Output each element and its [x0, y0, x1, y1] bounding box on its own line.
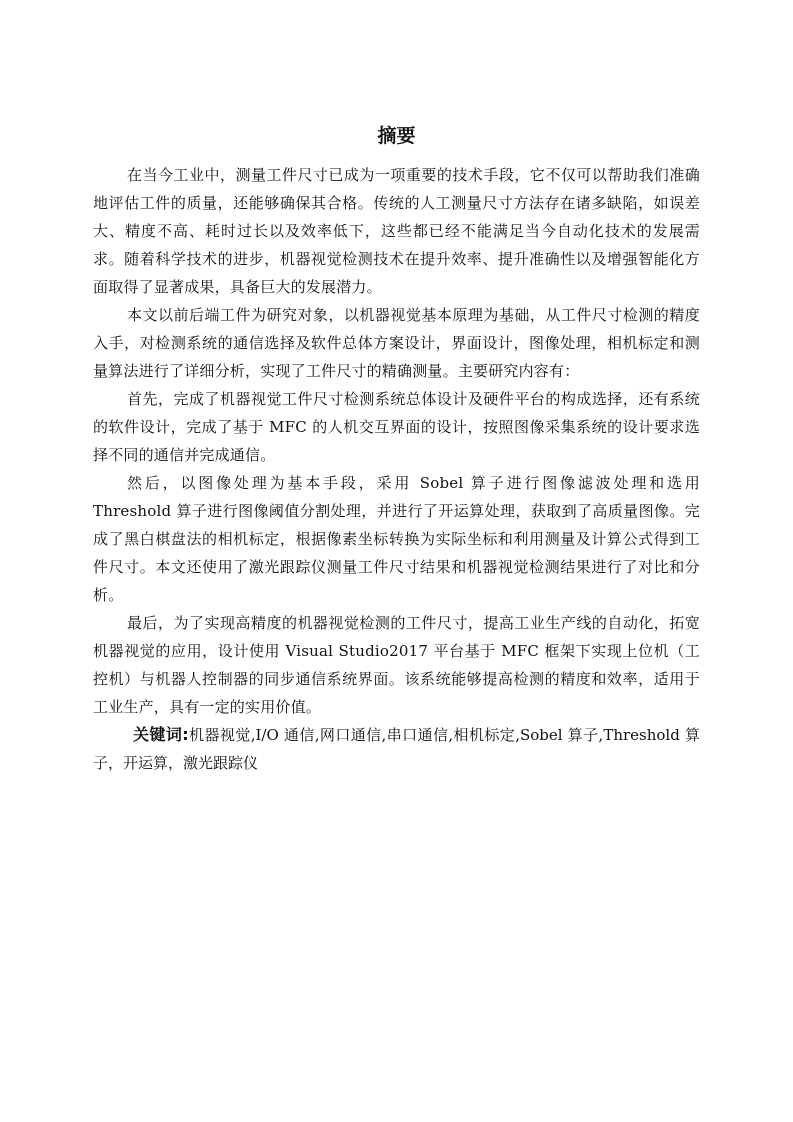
document-page: [93, 122, 700, 777]
abstract-paragraph-1: 在当今工业中，测量工件尺寸已成为一项重要的技术手段，它不仅可以帮助我们准确地评估工件的质量，还能够确保其合格。传统的人工测量尺寸方法存在诸多缺陷，如误差大、精度不高、耗时过长以及效率低下，这些都已经不能满足当今自动化技术的发展需求。随着科学技术的进步，机器视觉检测技术在提升效率、提升准确性以及增强智能化方面取得了显著成果，具备巨大的发展潜力。: [93, 166, 700, 296]
abstract-paragraph-5: 最后，为了实现高精度的机器视觉检测的工件尺寸，提高工业生产线的自动化，拓宽机器视觉的应用，设计使用 Visual Studio2017 平台基于 MFC 框架下实现上位机（工控机）与机器人控制器的同步通信系统界面。该系统能够提高检测的精度和效率，适用于工业生产，具有一定的实用价值。: [93, 614, 700, 716]
keywords-line: [93, 721, 700, 777]
abstract-title: 摘要: [377, 125, 416, 147]
keywords-text: 机器视觉,I/O 通信,网口通信,串口通信,相机标定,Sobel 算子,Threshold 算子，开运算，激光跟踪仪: [93, 726, 700, 772]
abstract-paragraph-4: 然后，以图像处理为基本手段，采用 Sobel 算子进行图像滤波处理和选用 Threshold 算子进行图像阈值分割处理，并进行了开运算处理，获取到了高质量图像。完成了黑白棋盘法的相机标定，根据像素坐标转换为实际坐标和利用测量及计算公式得到工件尺寸。本文还使用了激光跟踪仪测量工件尺寸结果和机器视觉检测结果进行了对比和分析。: [93, 474, 700, 604]
keywords-label: 关键词:: [133, 725, 189, 744]
abstract-paragraph-2: 本文以前后端工件为研究对象，以机器视觉基本原理为基础，从工件尺寸检测的精度入手，对检测系统的通信选择及软件总体方案设计，界面设计，图像处理，相机标定和测量算法进行了详细分析，实现了工件尺寸的精确测量。主要研究内容有：: [93, 306, 700, 380]
abstract-paragraph-3: 首先，完成了机器视觉工件尺寸检测系统总体设计及硬件平台的构成选择，还有系统的软件设计，完成了基于 MFC 的人机交互界面的设计，按照图像采集系统的设计要求选择不同的通信并完成通信。: [93, 390, 700, 464]
